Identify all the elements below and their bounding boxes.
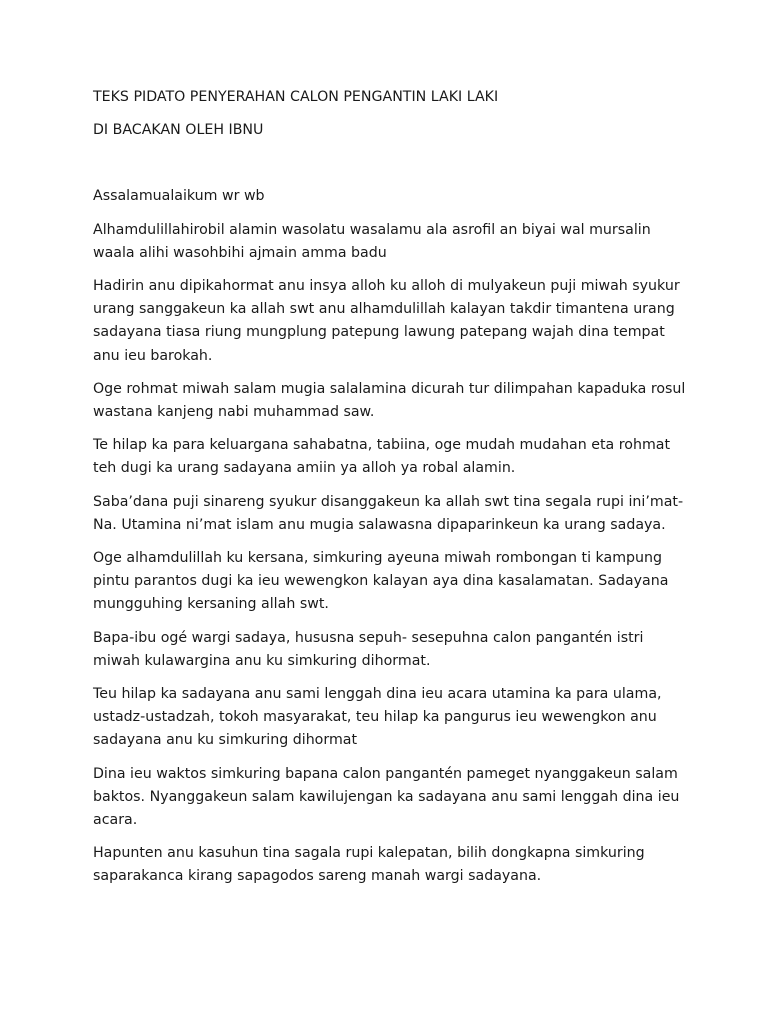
paragraph-greeting: Assalamualaikum wr wb bbox=[93, 188, 265, 205]
paragraph: Dina ieu waktos simkuring bapana calon pangantén pameget nyanggakeun salam baktos. Nyanggakeun salam kawilujengan ka sadayana anu sami lenggah dina ieu acara. bbox=[93, 765, 680, 829]
document-subtitle: DI BACAKAN OLEH IBNU bbox=[93, 122, 264, 139]
paragraph: Hapunten anu kasuhun tina sagala rupi kalepatan, bilih dongkapna simkuring saparakanca kirang sapagodos sareng manah wargi sadayana. bbox=[93, 845, 645, 885]
paragraph: Saba’dana puji sinareng syukur disanggakeun ka allah swt tina segala rupi ini’mat-Na. Utamina ni’mat islam anu mugia salawasna dipaparinkeun ka urang sadaya. bbox=[93, 493, 684, 533]
paragraph: Teu hilap ka sadayana anu sami lenggah dina ieu acara utamina ka para ulama, ustadz-ustadzah, tokoh masyarakat, teu hilap ka pangurus ieu wewengkon anu sadayana anu ku simkuring dihormat bbox=[93, 686, 662, 749]
paragraph: Hadirin anu dipikahormat anu insya alloh ku alloh di mulyakeun puji miwah syukur urang sanggakeun ka allah swt anu alhamdulillah kalayan takdir timantena urang sadayana tiasa riung mungplung patepung lawung patepang wajah dina tempat anu ieu barokah. bbox=[93, 278, 680, 364]
document-page bbox=[93, 86, 693, 899]
paragraph: Oge rohmat miwah salam mugia salalamina dicurah tur dilimpahan kapaduka rosul wastana kanjeng nabi muhammad saw. bbox=[93, 380, 686, 421]
document-title: TEKS PIDATO PENYERAHAN CALON PENGANTIN LAKI LAKI bbox=[93, 89, 499, 105]
paragraph: Alhamdulillahirobil alamin wasolatu wasalamu ala asrofil an biyai wal mursalin waala alihi wasohbihi ajmain amma badu bbox=[93, 221, 651, 261]
paragraph: Te hilap ka para keluargana sahabatna, tabiina, oge mudah mudahan eta rohmat teh dugi ka urang sadayana amiin ya alloh ya robal alamin. bbox=[93, 437, 671, 477]
paragraph: Bapa-ibu ogé wargi sadaya, hususna sepuh- sesepuhna calon pangantén istri miwah kulawargina anu ku simkuring dihormat. bbox=[93, 629, 644, 669]
paragraph: Oge alhamdulillah ku kersana, simkuring ayeuna miwah rombongan ti kampung pintu parantos dugi ka ieu wewengkon kalayan aya dina kasalamatan. Sadayana mungguhing kersaning allah swt. bbox=[93, 550, 669, 613]
